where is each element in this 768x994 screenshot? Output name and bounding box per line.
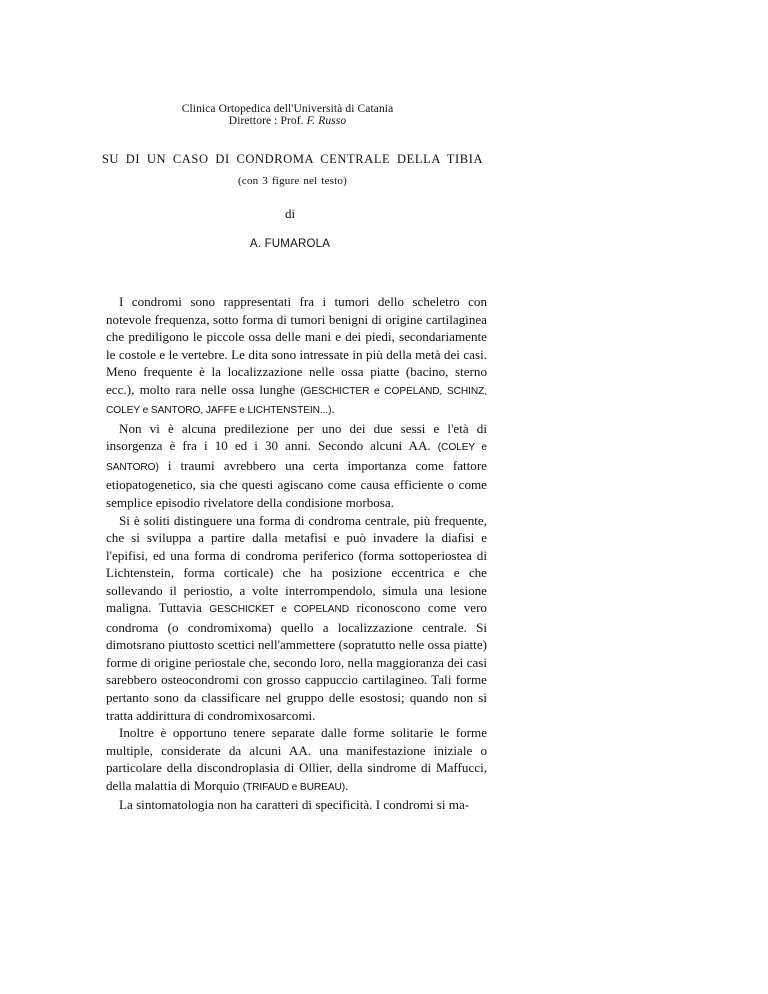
article-title: SU DI UN CASO DI CONDROMA CENTRALE DELLA TIBIA (101, 152, 484, 166)
paragraph-4: Inoltre è opportuno tenere separate dalle forme solitarie le forme multiple, considerate da alcuni AA. una manifestazione iniziale o particolare della discondroplasia di Ollier, della sindrome di Maffucci, della malattia di Morquio (TRIFAUD e BUREAU). (106, 725, 487, 793)
paragraph-3: Si è soliti distinguere una forma di condroma centrale, più frequente, che si sviluppa a partire dalla metafisi e può invadere la diafisi e l'epifisi, ed una forma di condroma periferico (forma sottoperiostea di Lichtenstein, forma corticale) che ha posizione eccentrica e che sollevando il periostio, a volte interrompendolo, simula una lesione maligna. Tuttavia GESCHICKET e COPELAND riconoscono come vero condroma (o condromixoma) quello a localizzazione centrale. Si dimotsrano piuttosto scettici nell'ammettere (sopratutto nelle ossa piatte) forme di origine periostale che, secondo loro, nella maggioranza dei casi sarebbero osteocondromi con grosso cappuccio cartilagineo. Tali forme pertanto sono da classificare nel gruppo delle esostosi; quando non si tratta addirittura di condromixosarcomi. (106, 512, 487, 723)
paragraph-5: La sintomatologia non ha caratteri di specificità. I condromi si ma- (119, 797, 470, 813)
citation: GESCHICKET e COPELAND (209, 604, 349, 616)
author-name: A. FUMAROLA (249, 238, 331, 250)
paragraph-1: I condromi sono rappresentati fra i tumori dello scheletro con notevole frequenza, sotto forma di tumori benigni di origine cartilaginea che prediligono le piccole ossa delle mani e dei piedi, secondariamente le costole e le vertebre. Le dita sono intressate in più della metà dei casi. Meno frequente è la localizzazione nelle ossa piatte (bacino, sterno ecc.), molto rara nelle ossa lunghe (GESCHICTER e COPELAND, SCHINZ, COLEY e SANTORO, JAFFE e LICHTENSTEIN...). (106, 294, 488, 417)
citation: (COLEY e SANTORO) (106, 442, 487, 473)
paragraph-2: Non vi è alcuna predilezione per uno dei due sessi e l'età di insorgenza è fra i 10 ed i 30 anni. Secondo alcuni AA. (COLEY e SANTORO) i traumi avrebbero una certa importanza come fattore etiopatogenetico, sia che questi agiscano come causa efficiente o come semplice episodio rivelatore della condisione morbosa. (106, 420, 487, 511)
institution-header (180, 103, 395, 127)
director-prefix: Direttore : Prof. (228, 115, 307, 127)
article-subtitle: (con 3 figure nel testo) (238, 175, 347, 187)
citation: (TRIFAUD e BUREAU) (242, 781, 346, 793)
citation: (GESCHICTER e COPELAND, SCHINZ, COLEY e SANTORO, JAFFE e LICHTENSTEIN...) (106, 385, 488, 417)
by-word: di (284, 206, 296, 221)
institution-name: Clinica Ortopedica dell'Università di Catania (181, 103, 394, 115)
article-body (106, 293, 487, 816)
director-line (180, 115, 395, 127)
director-name: F. Russo (306, 115, 347, 127)
